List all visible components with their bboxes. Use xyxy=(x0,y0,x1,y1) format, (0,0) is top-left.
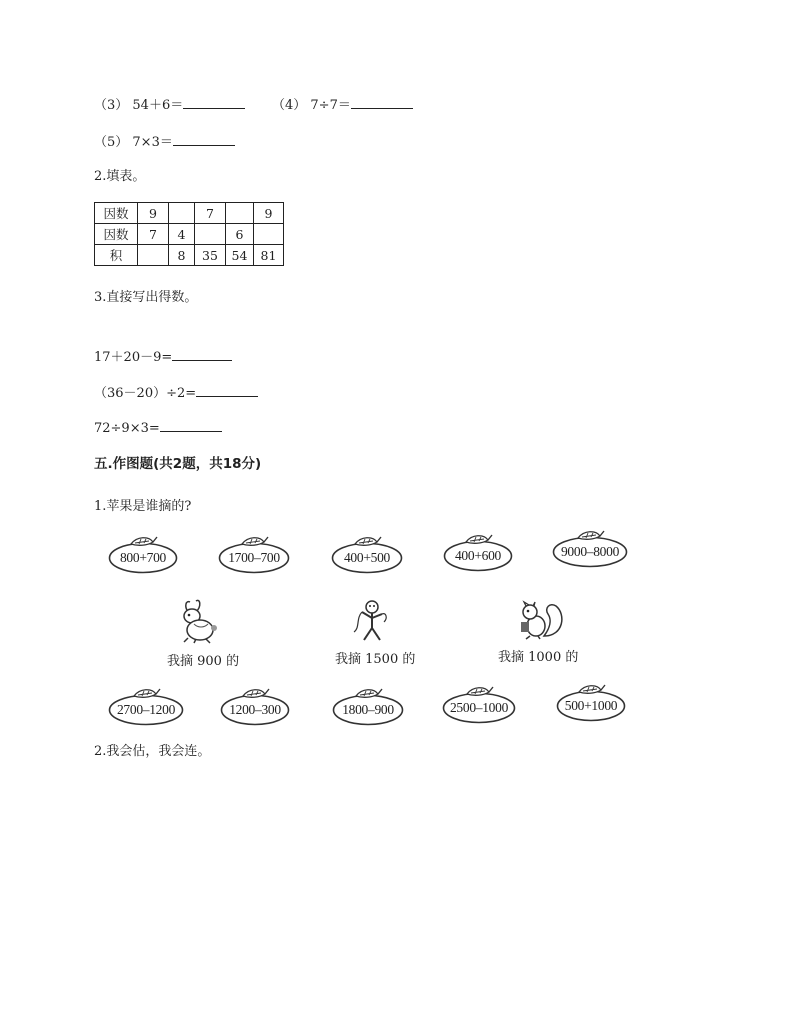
direct-answer-title: 3.直接写出得数。 xyxy=(94,290,198,305)
answer-blank[interactable] xyxy=(351,96,413,109)
table-cell: 6 xyxy=(226,224,254,245)
expression-1 xyxy=(94,348,232,364)
apple-bottom-1[interactable] xyxy=(108,686,184,728)
table-cell: 81 xyxy=(254,245,284,266)
question-3-text: （3） 54＋6＝ xyxy=(94,98,184,113)
squirrel-icon xyxy=(516,600,566,640)
table-cell: 积 xyxy=(95,245,138,266)
expression-3 xyxy=(94,419,222,435)
apple-expression: 1200–300 xyxy=(229,702,281,717)
answer-blank[interactable] xyxy=(183,96,245,109)
apple-expression: 2700–1200 xyxy=(116,702,176,717)
expression-2 xyxy=(94,384,258,400)
apple-top-1[interactable] xyxy=(108,534,178,576)
apple-top-5[interactable] xyxy=(552,528,628,570)
table-cell: 9 xyxy=(254,203,284,224)
question-4 xyxy=(272,96,413,112)
table-cell[interactable] xyxy=(254,224,284,245)
apple-expression: 1700–700 xyxy=(228,550,280,565)
answer-blank[interactable] xyxy=(196,384,258,397)
question-5-text: （5） 7×3＝ xyxy=(94,135,173,150)
table-cell: 54 xyxy=(226,245,254,266)
apple-bottom-4[interactable] xyxy=(442,684,516,726)
table-cell[interactable] xyxy=(138,245,169,266)
monkey-icon xyxy=(352,598,394,642)
table-cell[interactable] xyxy=(169,203,195,224)
apple-bottom-3[interactable] xyxy=(332,686,404,728)
expression-3-text: 72÷9×3= xyxy=(94,421,160,436)
apple-top-2[interactable] xyxy=(218,534,290,576)
squirrel-caption: 我摘 1000 的 xyxy=(498,650,579,665)
section-heading: 五.作图题(共2题，共18分) xyxy=(94,456,262,472)
question-estimate: 2.我会估，我会连。 xyxy=(94,744,211,759)
expression-1-text: 17＋20－9= xyxy=(94,350,173,365)
question-3 xyxy=(94,96,245,112)
table-cell[interactable] xyxy=(226,203,254,224)
monkey-caption: 我摘 1500 的 xyxy=(335,652,416,667)
apple-bottom-5[interactable] xyxy=(556,682,626,724)
question-4-text: （4） 7÷7＝ xyxy=(272,98,351,113)
apple-expression: 9000–8000 xyxy=(560,544,620,559)
apple-expression: 500+1000 xyxy=(564,698,618,713)
table-cell: 8 xyxy=(169,245,195,266)
table-cell[interactable] xyxy=(195,224,226,245)
apple-bottom-2[interactable] xyxy=(220,686,290,728)
factor-product-table xyxy=(94,202,284,266)
answer-blank[interactable] xyxy=(172,348,232,361)
apple-expression: 1800–900 xyxy=(342,702,394,717)
table-cell: 因数 xyxy=(95,203,138,224)
expression-2-text: （36－20）÷2= xyxy=(94,386,197,401)
table-cell: 35 xyxy=(195,245,226,266)
apple-expression: 2500–1000 xyxy=(449,700,509,715)
apple-top-4[interactable] xyxy=(443,532,513,574)
answer-blank[interactable] xyxy=(173,133,235,146)
fill-table-title: 2.填表。 xyxy=(94,169,146,184)
answer-blank[interactable] xyxy=(160,419,222,432)
table-cell: 4 xyxy=(169,224,195,245)
question-5 xyxy=(94,133,235,149)
table-row xyxy=(95,203,284,224)
apple-expression: 400+500 xyxy=(343,550,390,565)
apple-expression: 400+600 xyxy=(454,548,501,563)
question-apples: 1.苹果是谁摘的? xyxy=(94,499,192,514)
table-cell: 7 xyxy=(195,203,226,224)
apple-expression: 800+700 xyxy=(119,550,166,565)
rabbit-icon xyxy=(176,598,226,644)
table-cell: 9 xyxy=(138,203,169,224)
table-row xyxy=(95,224,284,245)
table-cell: 因数 xyxy=(95,224,138,245)
table-cell: 7 xyxy=(138,224,169,245)
rabbit-caption: 我摘 900 的 xyxy=(167,654,240,669)
table-row xyxy=(95,245,284,266)
apple-top-3[interactable] xyxy=(331,534,403,576)
